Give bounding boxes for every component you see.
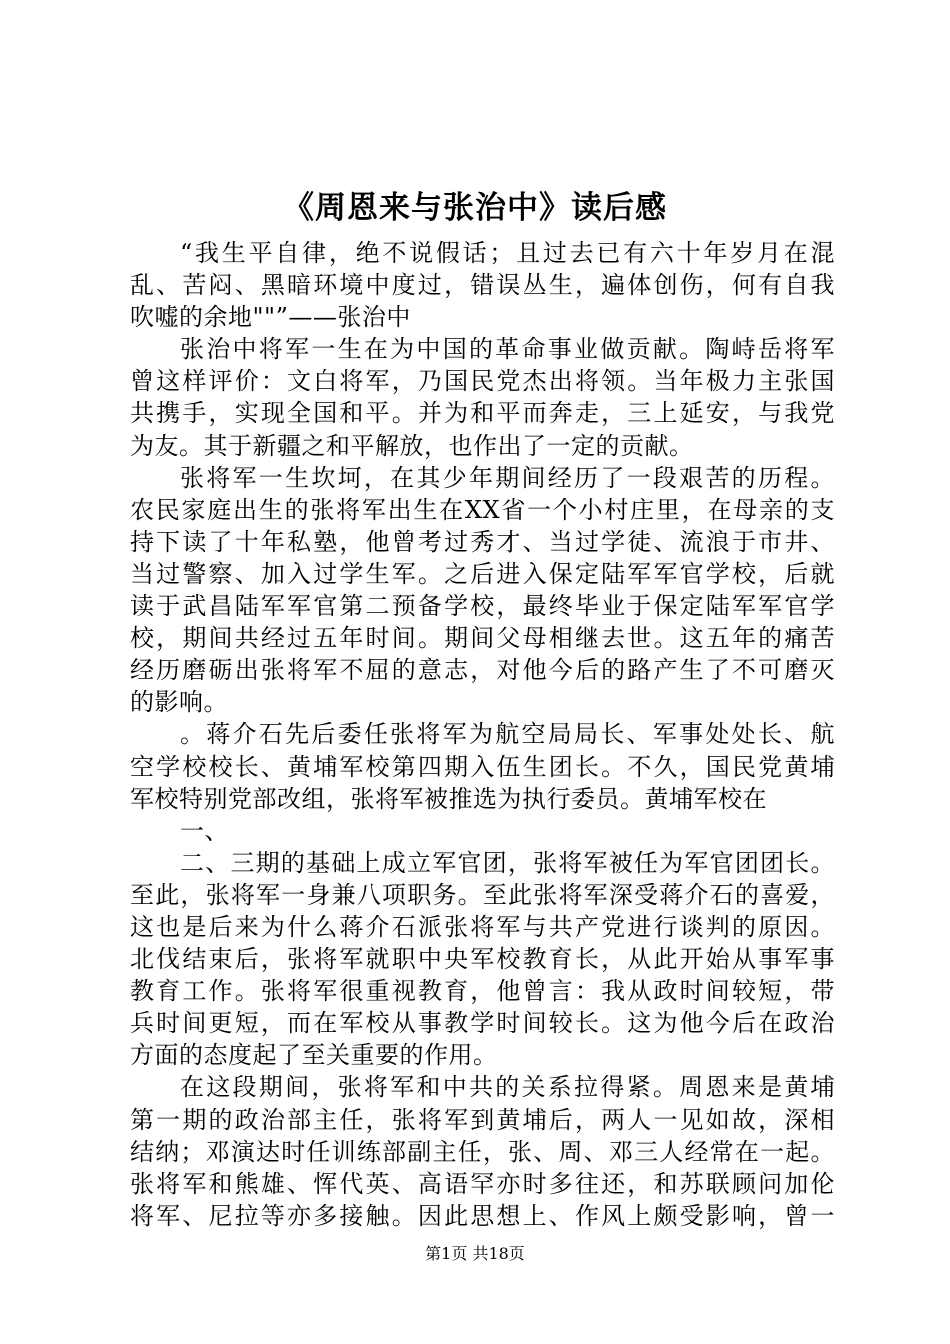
body-text-line: 二、三期的基础上成立军官团，张将军被任为军官团团长。 [180,848,835,877]
body-text-line: 空学校校长、黄埔军校第四期入伍生团长。不久，国民党黄埔 [130,752,835,781]
body-text-line: 北伐结束后，张将军就职中央军校教育长，从此开始从事军事 [130,945,835,974]
body-text-line: 为友。其于新疆之和平解放，也作出了一定的贡献。 [130,431,694,460]
body-text-line: 吹嘘的余地""”——张治中 [130,303,411,332]
body-text-line: 共携手，实现全国和平。并为和平而奔走，三上延安，与我党 [130,399,835,428]
page-number-footer: 第1页 共18页 [425,1244,525,1263]
body-text-line: 校，期间共经过五年时间。期间父母相继去世。这五年的痛苦 [130,624,835,653]
body-text-line: 农民家庭出生的张将军出生在XX省一个小村庄里，在母亲的支 [130,495,835,524]
body-text-line: 方面的态度起了至关重要的作用。 [130,1041,498,1070]
body-text-line: 兵时间更短，而在军校从事教学时间较长。这为他今后在政治 [130,1009,835,1038]
body-text-line: 经历磨砺出张将军不屈的意志，对他今后的路产生了不可磨灭 [130,656,835,685]
body-text-line: 读于武昌陆军军官第二预备学校，最终毕业于保定陆军军官学 [130,592,835,621]
body-text-line: 当过警察、加入过学生军。之后进入保定陆军军官学校，后就 [130,559,835,588]
body-text-line: 将军、尼拉等亦多接触。因此思想上、作风上颇受影响，曾一 [130,1201,835,1230]
body-text-line: 张将军和熊雄、恽代英、高语罕亦时多往还，和苏联顾问加伦 [130,1169,835,1198]
body-text-line: 至此，张将军一身兼八项职务。至此张将军深受蒋介石的喜爱， [130,880,835,909]
body-text-line: 在这段期间，张将军和中共的关系拉得紧。周恩来是黄埔 [180,1073,835,1102]
body-text-line: 教育工作。张将军很重视教育，他曾言：我从政时间较短，带 [130,977,835,1006]
body-text-line: 第一期的政治部主任，张将军到黄埔后，两人一见如故，深相 [130,1105,835,1134]
document-title: 《周恩来与张治中》读后感 [283,190,667,226]
body-text-line: 乱、苦闷、黑暗环境中度过，错误丛生，遍体创伤，何有自我 [130,271,835,300]
body-text-line: 。蒋介石先后委任张将军为航空局局长、军事处处长、航 [180,720,835,749]
body-text-line: 持下读了十年私塾，他曾考过秀才、当过学徒、流浪于市井、 [130,527,835,556]
document-body [130,237,835,1232]
body-text-line: 张治中将军一生在为中国的革命事业做贡献。陶峙岳将军 [180,335,835,364]
body-text-line: 结纳；邓演达时任训练部副主任，张、周、邓三人经常在一起。 [130,1137,835,1166]
body-text-line: 张将军一生坎坷，在其少年期间经历了一段艰苦的历程。 [180,463,835,492]
body-text-line: 一、 [180,816,229,845]
body-text-line: “我生平自律，绝不说假话；且过去已有六十年岁月在混 [180,239,835,267]
body-text-line: 的影响。 [130,688,228,717]
body-text-line: 这也是后来为什么蒋介石派张将军与共产党进行谈判的原因。 [130,912,835,941]
body-text-line: 曾这样评价：文白将军，乃国民党杰出将领。当年极力主张国 [130,367,835,396]
body-text-line: 军校特别党部改组，张将军被推选为执行委员。黄埔军校在 [130,784,767,813]
